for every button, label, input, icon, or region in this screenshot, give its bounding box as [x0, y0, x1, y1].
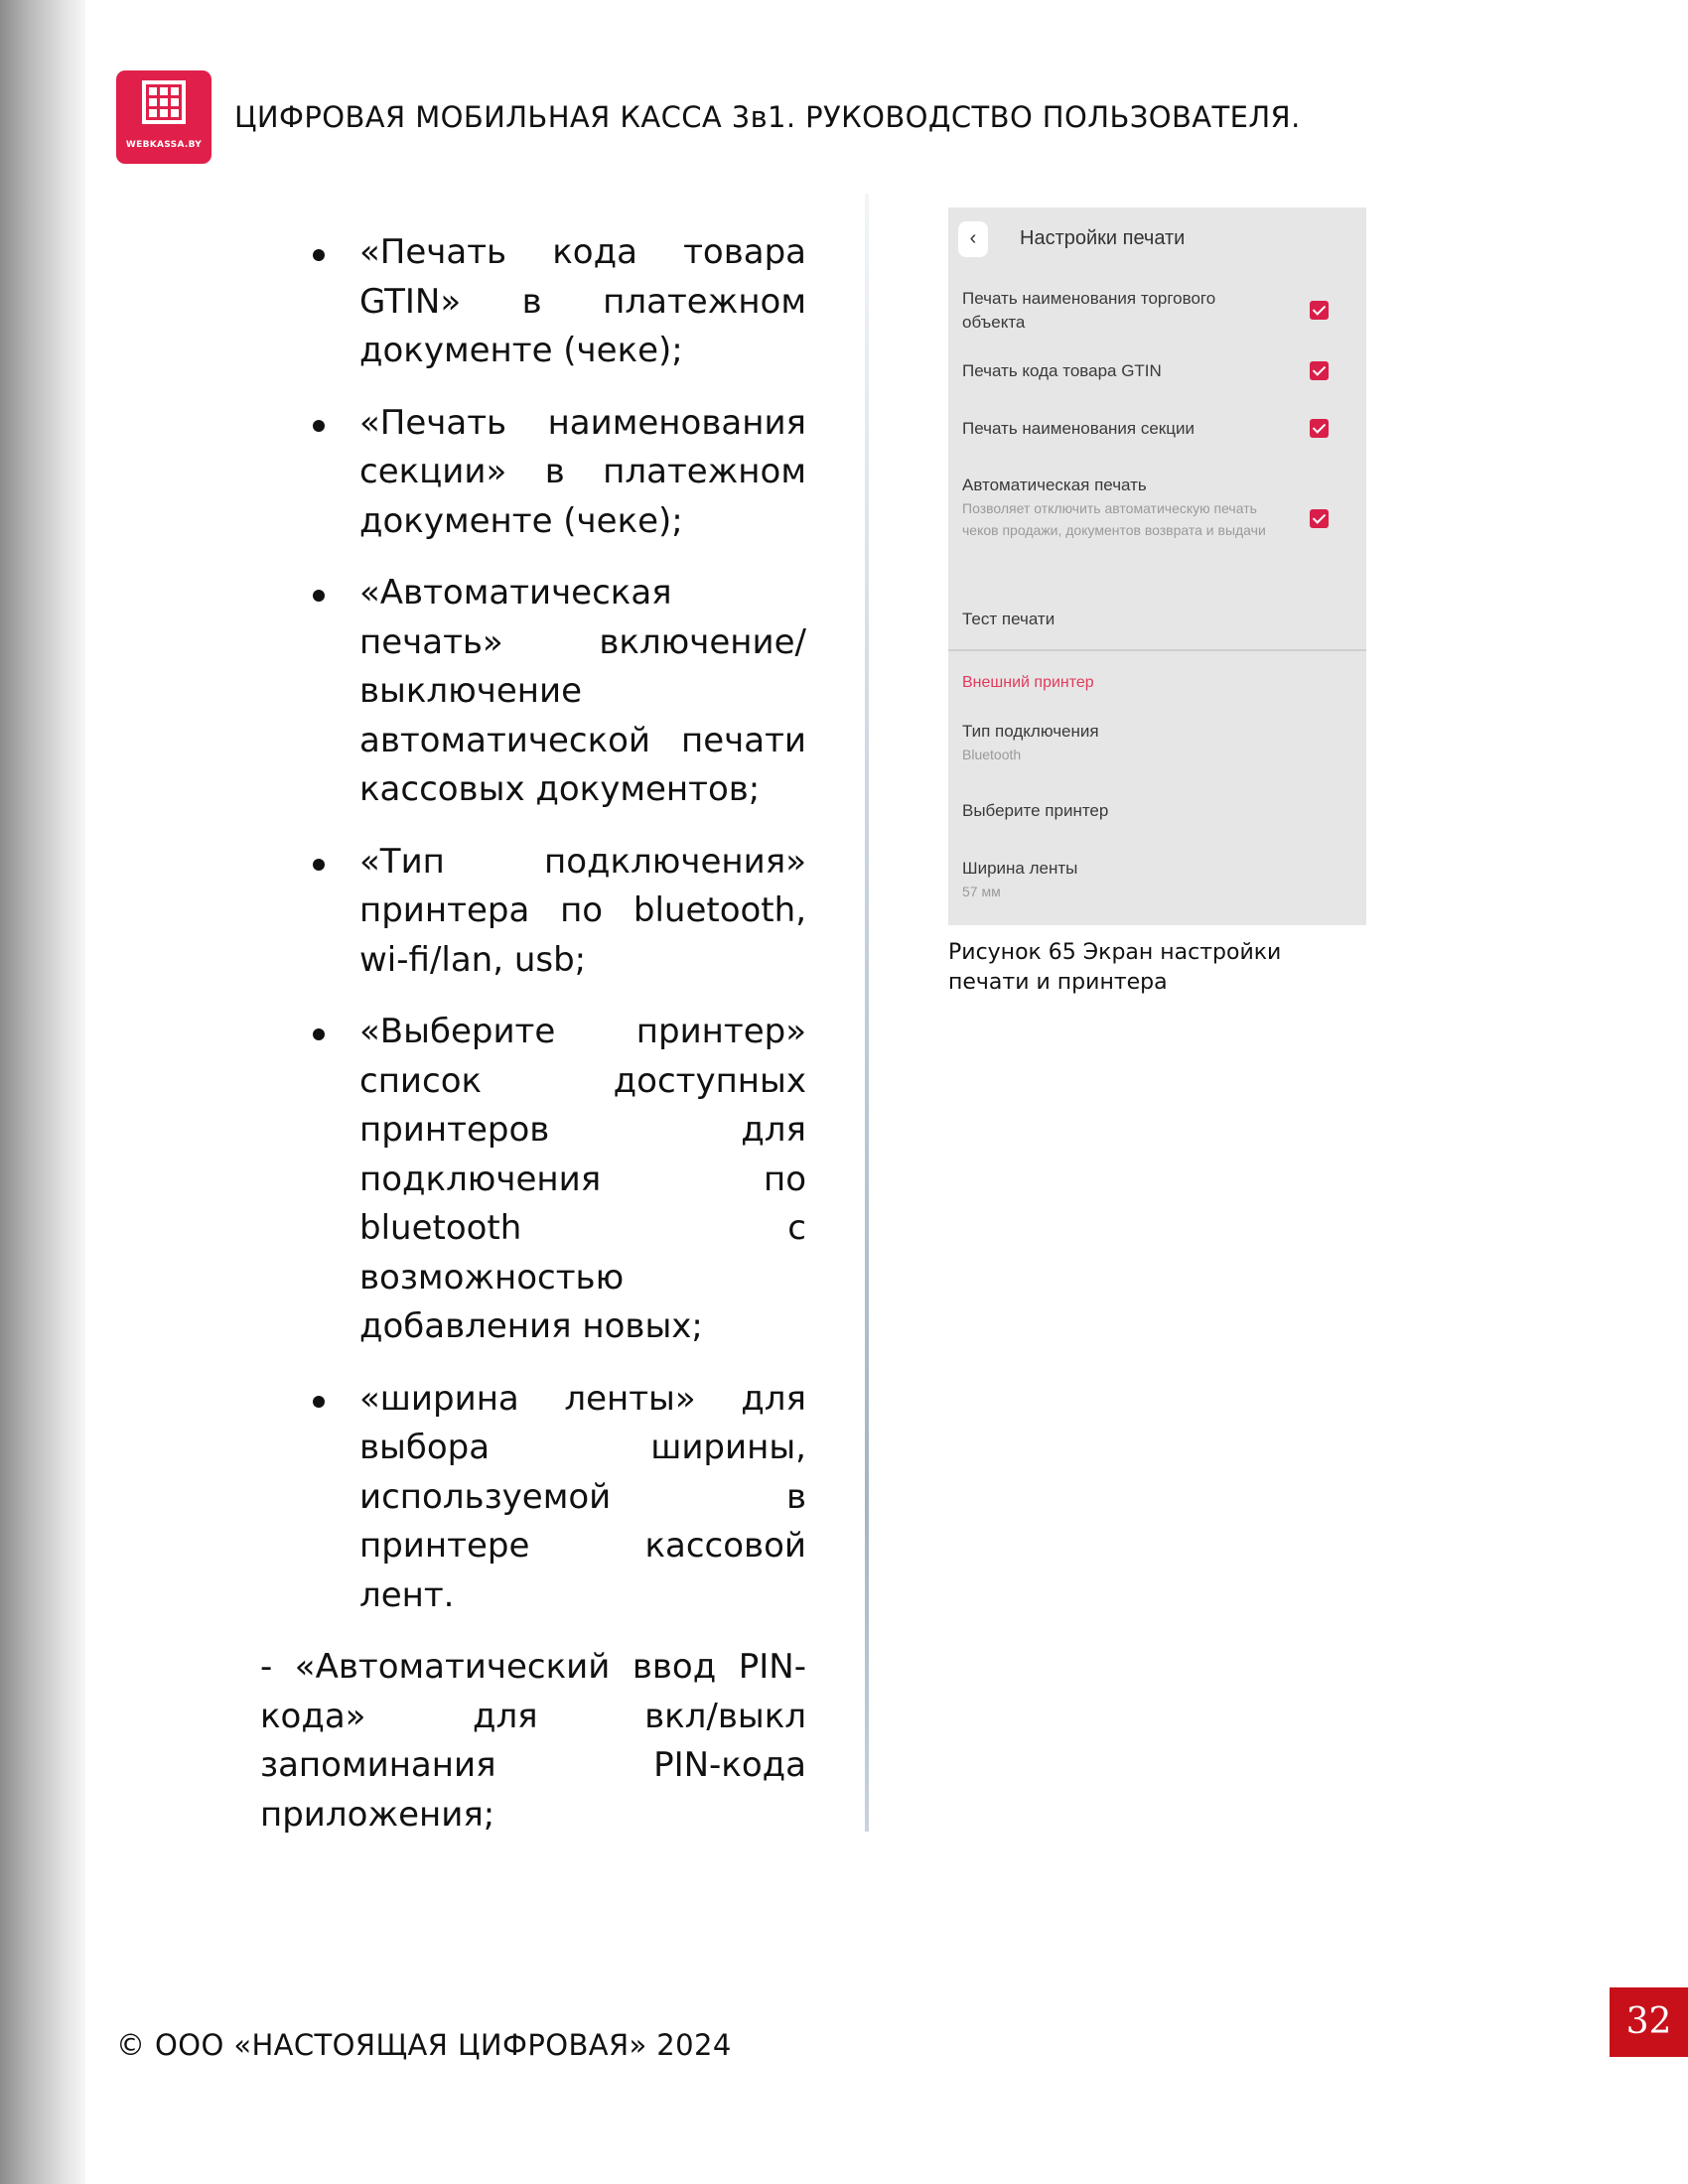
page-number-badge: 32 [1610, 1987, 1688, 2057]
print-section-label[interactable]: Печать наименования секции [962, 419, 1195, 438]
logo-text: WEBKASSA.BY [125, 140, 203, 150]
settings-list [260, 228, 806, 1620]
column-divider [865, 194, 869, 1832]
list-item: «Тип подключения» принтера по bluetooth, wi-fi/lan, usb; [260, 838, 806, 986]
figure-caption: Рисунок 65 Экран настройки печати и принтера [948, 940, 1282, 995]
list-item: «Печать наименования секции» в платежном документе (чеке); [260, 399, 806, 547]
print-section-checkbox[interactable] [1310, 419, 1329, 438]
select-printer-item[interactable]: Выберите принтер [962, 801, 1109, 820]
document-title: ЦИФРОВАЯ МОБИЛЬНАЯ КАССА 3в1. РУКОВОДСТВО ПОЛЬЗОВАТЕЛЯ. [234, 100, 1301, 134]
external-printer-heading: Внешний принтер [962, 674, 1094, 691]
webkassa-logo [116, 70, 211, 164]
print-gtin-label[interactable]: Печать кода товара GTIN [962, 361, 1162, 380]
list-item: «Печать кода товара GTIN» в платежном документе (чеке); [260, 228, 806, 376]
page-binding-shadow [0, 0, 85, 2184]
connection-type-label[interactable]: Тип подключения [962, 722, 1099, 741]
copyright-footer: © ООО «НАСТОЯЩАЯ ЦИФРОВАЯ» 2024 [116, 2028, 732, 2062]
auto-print-checkbox[interactable] [1310, 509, 1329, 528]
list-item: «Выберите принтер» список доступных принтеров для подключения по bluetooth с возможностью добавления новых; [260, 1008, 806, 1352]
auto-print-label[interactable]: Автоматическая печать [962, 476, 1147, 494]
pin-autofill-paragraph: - «Автоматический ввод PIN-кода» для вкл/выкл запоминания PIN-кода приложения; [260, 1647, 806, 1835]
print-store-name-label[interactable]: Печать наименования торгового объекта [962, 289, 1216, 332]
body-text [260, 228, 806, 1840]
screen-title: Настройки печати [1020, 227, 1186, 249]
print-settings-screenshot [948, 207, 1366, 925]
tape-width-label[interactable]: Ширина ленты [962, 859, 1078, 878]
print-store-name-checkbox[interactable] [1310, 301, 1329, 320]
back-arrow-icon[interactable]: ‹ [958, 221, 988, 257]
auto-print-description: Позволяет отключить автоматическую печать чеков продажи, документов возврата и выдачи [962, 500, 1266, 538]
connection-type-value: Bluetooth [962, 747, 1022, 762]
register-grid-icon [142, 80, 186, 124]
list-item: «Автоматическая печать» включение/выключение автоматической печати кассовых документов; [260, 569, 806, 815]
list-item: «ширина ленты» для выбора ширины, используемой в принтере кассовой лент. [260, 1375, 806, 1621]
print-gtin-checkbox[interactable] [1310, 361, 1329, 380]
section-divider [948, 649, 1366, 651]
test-print-item[interactable]: Тест печати [962, 610, 1055, 628]
tape-width-value: 57 мм [962, 884, 1001, 899]
